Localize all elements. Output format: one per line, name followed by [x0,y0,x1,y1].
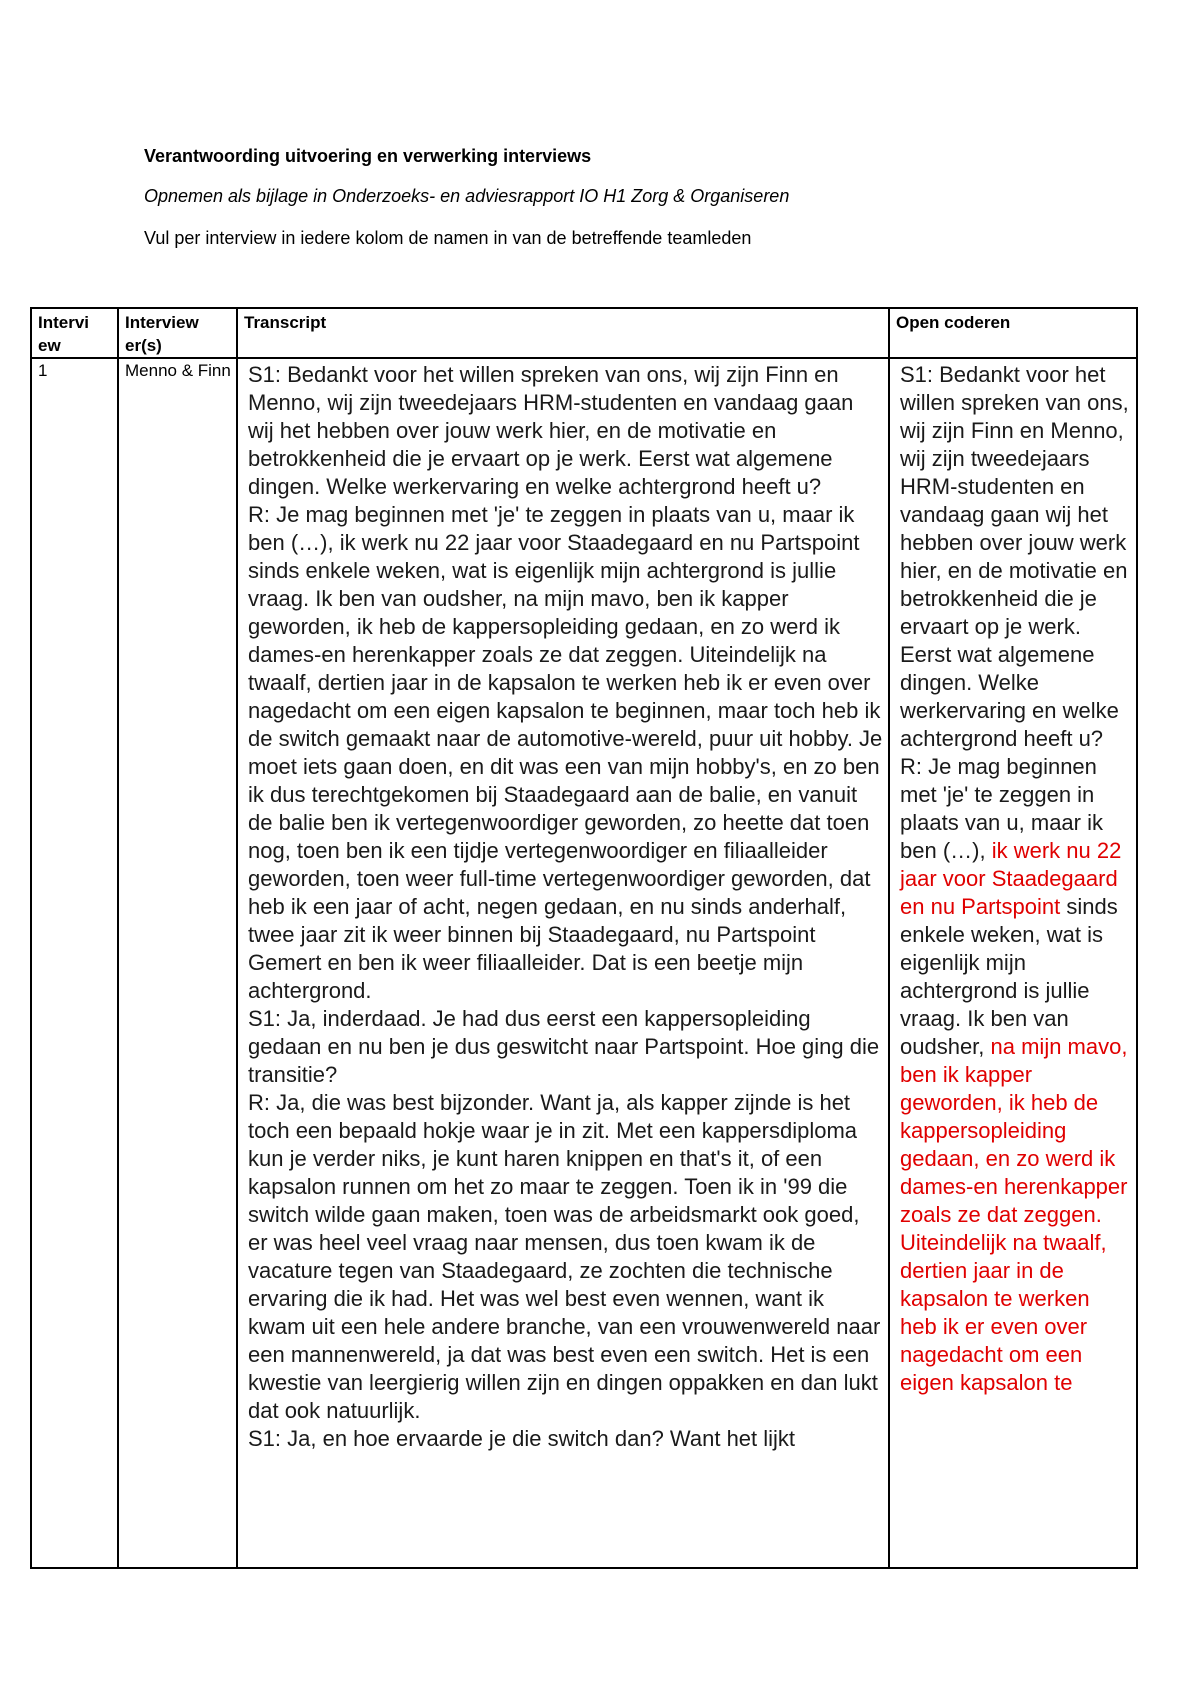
transcript-text [248,361,884,1453]
open-coding-cell [889,358,1137,1568]
coding-paragraph [900,753,1132,1397]
interview-table [30,307,1138,1569]
interviewer-names: Menno & Finn [118,358,237,1568]
table-header-row [31,308,1137,358]
coding-paragraph: S1: Bedankt voor het willen spreken van ons, wij zijn Finn en Menno, wij zijn tweedejaars HRM-studenten en vandaag gaan wij het hebben over jouw werk hier, en de motivatie en betrokkenheid die je ervaart op je werk. Eerst wat algemene dingen. Welke werkervaring en welke achtergrond heeft u? [900,362,1129,751]
header-open-coding: Open coderen [889,308,1137,358]
open-coding-text [900,361,1132,1397]
table-row [31,358,1137,1568]
coding-highlight: na mijn mavo, ben ik kapper geworden, ik heb de kappersopleiding gedaan, en zo werd ik dames-en herenkapper zoals ze dat zeggen. Uiteindelijk na twaalf, dertien jaar in de kapsalon te werken heb ik er even over nagedacht om een eigen kapsalon te [900,1034,1128,1395]
document-subtitle: Opnemen als bijlage in Onderzoeks- en adviesrapport IO H1 Zorg & Organiseren [144,186,790,206]
header-interview: Intervi ew [31,308,118,358]
coding-text-plain: sinds enkele weken, wat is eigenlijk mijn achtergrond is jullie vraag. Ik ben van oudsher, [900,894,1118,1059]
transcript-paragraph: S1: Ja, inderdaad. Je had dus eerst een kappersopleiding gedaan en nu ben je dus geswitcht naar Partspoint. Hoe ging die transitie? [248,1006,880,1087]
transcript-cell [237,358,889,1568]
transcript-paragraph: S1: Bedankt voor het willen spreken van ons, wij zijn Finn en Menno, wij zijn tweedejaars HRM-studenten en vandaag gaan wij het hebben over jouw werk hier, en de motivatie en betrokkenheid die je ervaart op je werk. Eerst wat algemene dingen. Welke werkervaring en welke achtergrond heeft u? [248,362,854,499]
document-title: Verantwoording uitvoering en verwerking interviews [144,146,592,166]
transcript-paragraph: R: Je mag beginnen met 'je' te zeggen in plaats van u, maar ik ben (…), ik werk nu 22 jaar voor Staadegaard en nu Partspoint sinds enkele weken, wat is eigenlijk mijn achtergrond is jullie vraag. Ik ben van oudsher, na mijn mavo, ben ik kapper geworden, ik heb de kappersopleiding gedaan, en zo werd ik dames-en herenkapper zoals ze dat zeggen. Uiteindelijk na twaalf, dertien jaar in de kapsalon te werken heb ik er even over nagedacht om een eigen kapsalon te beginnen, maar toch heb ik de switch gemaakt naar de automotive-wereld, puur uit hobby. Je moet iets gaan doen, en dit was een van mijn hobby's, en zo ben ik dus terechtgekomen bij Staadegaard aan de balie, en vanuit de balie ben ik vertegenwoordiger geworden, zo heette dat toen nog, toen ben ik een tijdje vertegenwoordiger en filiaalleider geworden, toen weer full-time vertegenwoordiger geworden, dat heb ik een jaar of acht, negen gedaan, en nu sinds anderhalf, twee jaar zit ik weer binnen bij Staadegaard, nu Partspoint Gemert en ben ik weer filiaalleider. Dat is een beetje mijn achtergrond. [248,502,883,1003]
coding-text-plain: R: Je mag beginnen met 'je' te zeggen in plaats van u, maar ik ben (…), [900,754,1103,863]
header-transcript: Transcript [237,308,889,358]
coding-highlight: ik werk nu 22 jaar voor Staadegaard en nu Partspoint [900,838,1122,919]
transcript-paragraph: S1: Ja, en hoe ervaarde je die switch dan? Want het lijkt [248,1426,796,1451]
transcript-paragraph: R: Ja, die was best bijzonder. Want ja, als kapper zijnde is het toch een bepaald hokje waar je in zit. Met een kappersdiploma kun je verder niks, je kunt haren knippen en that's it, of een kapsalon runnen om het zo maar te zeggen. Toen ik in '99 die switch wilde gaan maken, toen was de arbeidsmarkt ook goed, er was heel veel vraag naar mensen, dus toen kwam ik de vacature tegen van Staadegaard, ze zochten die technische ervaring die ik had. Het was wel best even wennen, want ik kwam uit een hele andere branche, van een vrouwenwereld naar een mannenwereld, ja dat was best even een switch. Het is een kwestie van leergierig willen zijn en dingen oppakken en dan lukt dat ook natuurlijk. [248,1090,881,1423]
interview-number: 1 [31,358,118,1568]
header-interviewers: Interview er(s) [118,308,237,358]
document-instruction: Vul per interview in iedere kolom de namen in van de betreffende teamleden [144,228,752,248]
